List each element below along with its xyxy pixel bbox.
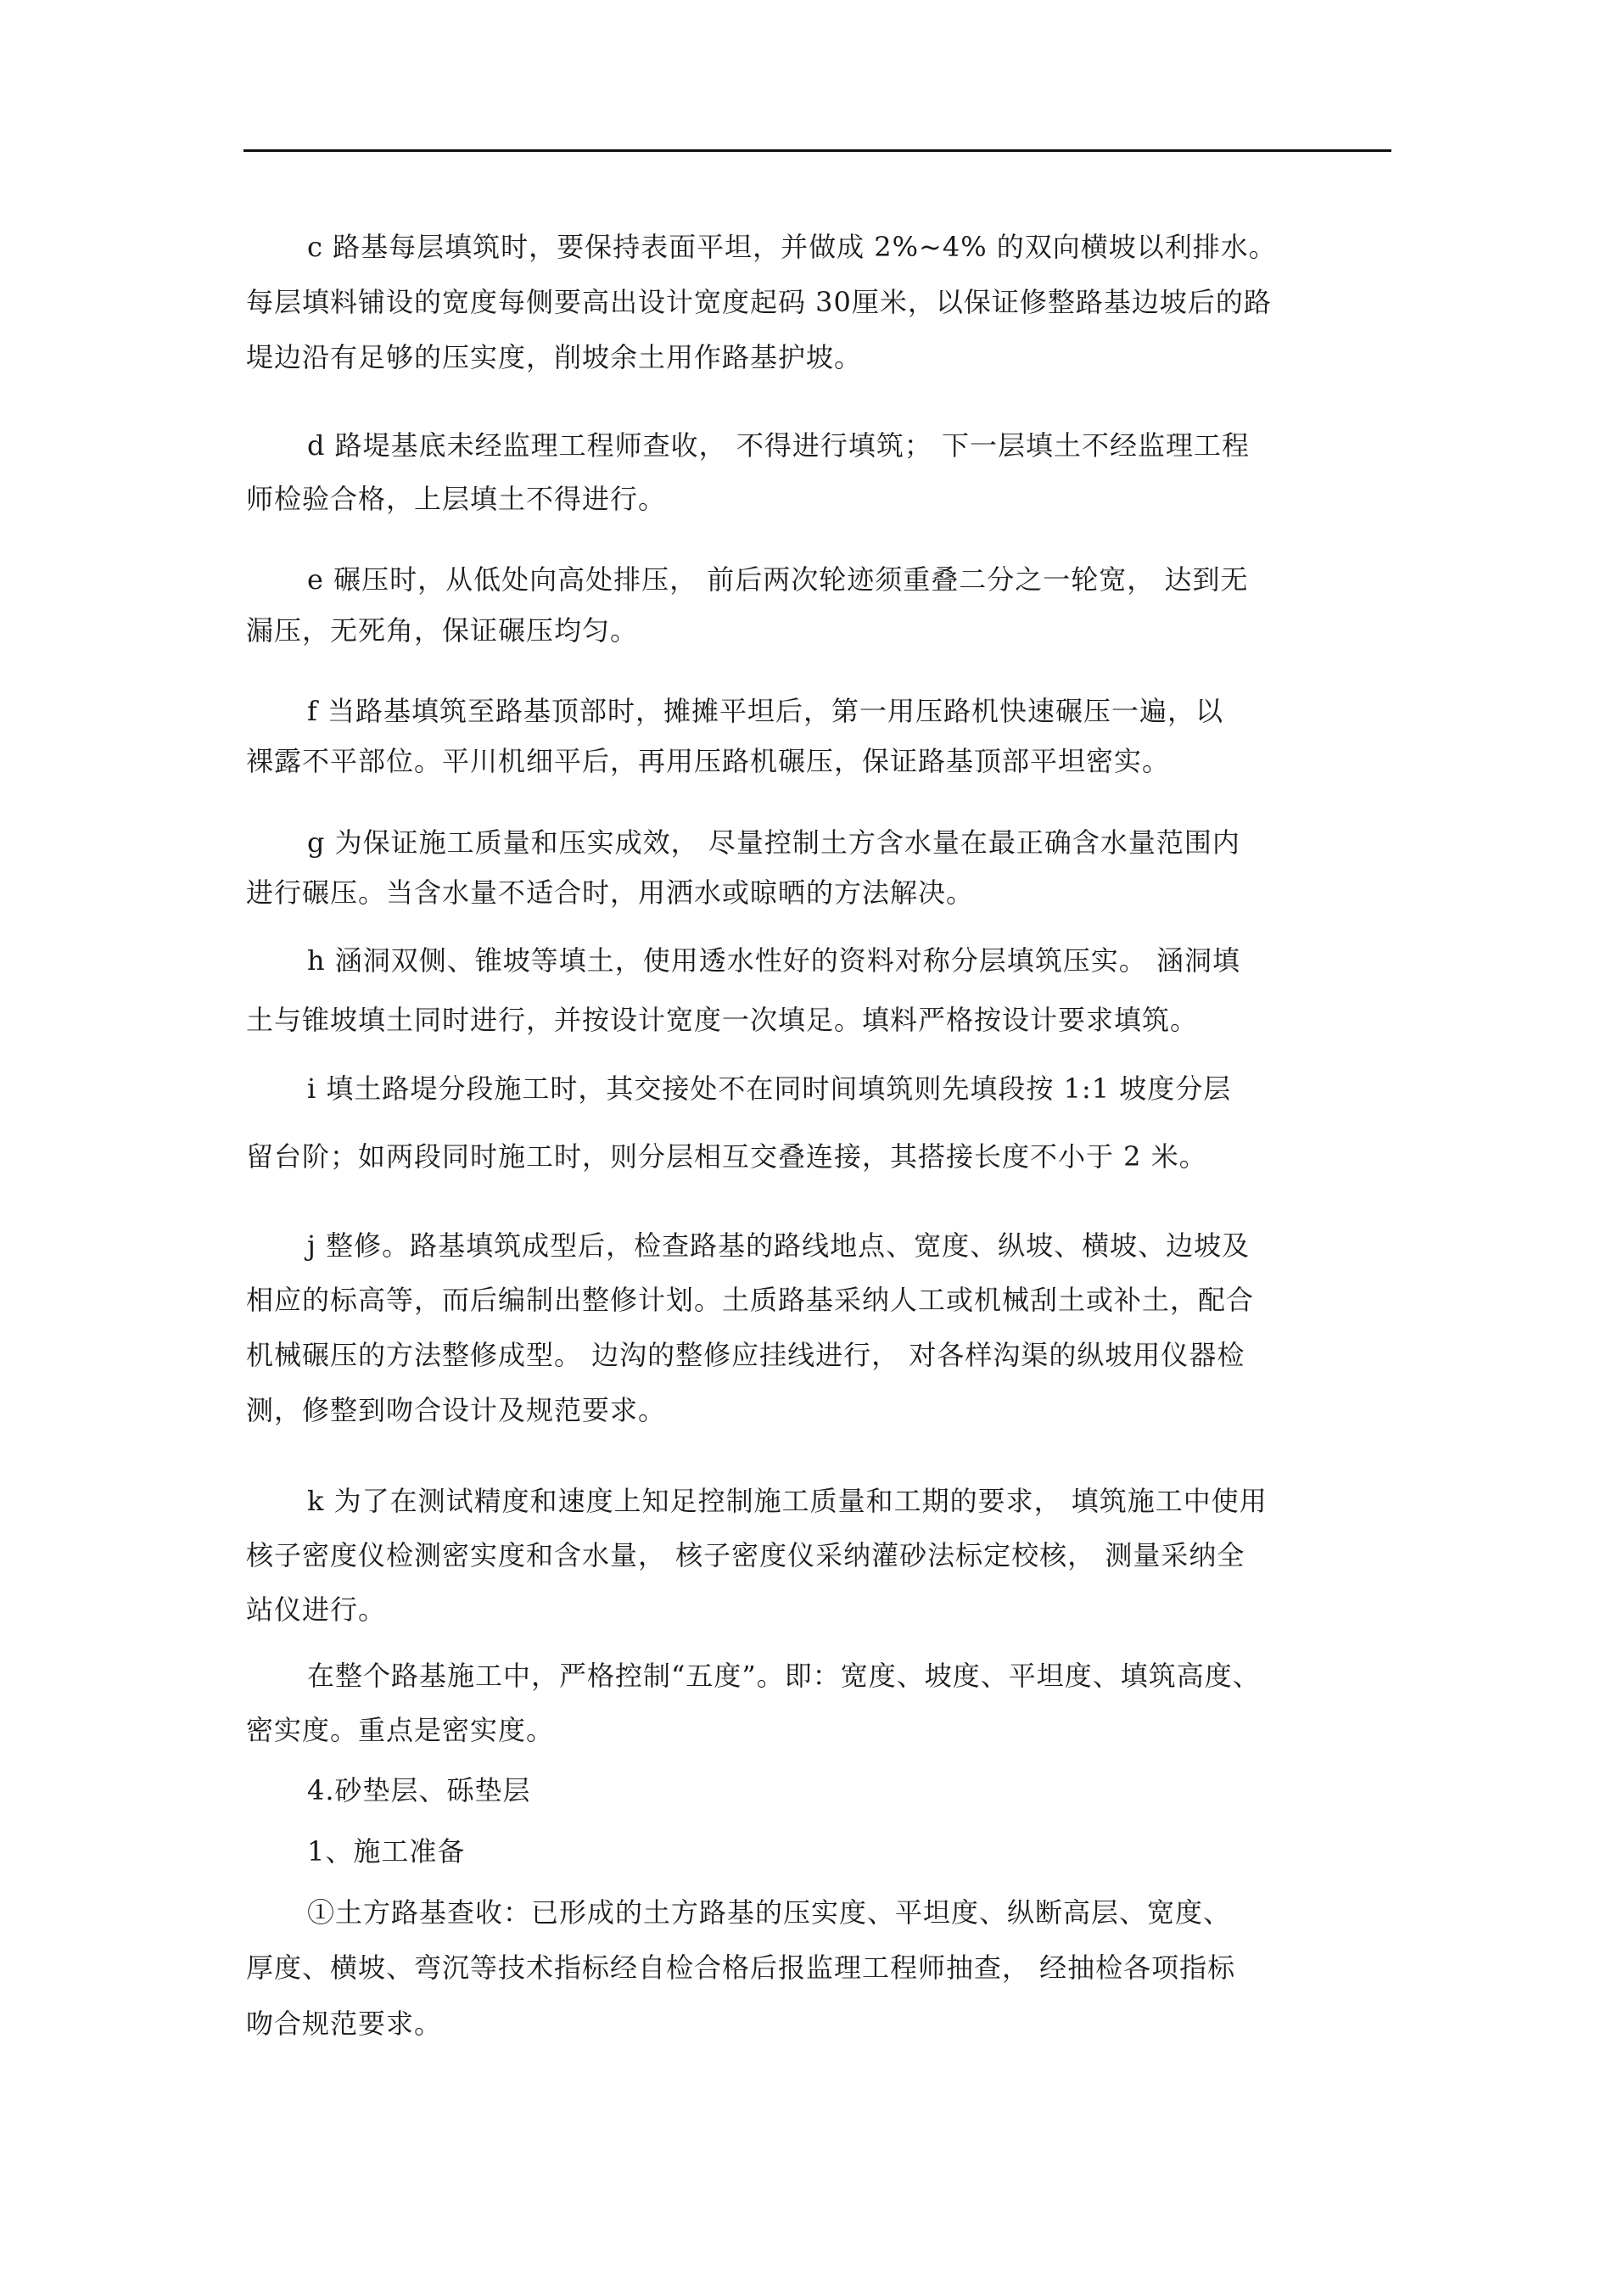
paragraph-g-line-1: g 为保证施工质量和压实成效， 尽量控制土方含水量在最正确含水量范围内 bbox=[307, 826, 1240, 859]
paragraph-k-line-2: 核子密度仪检测密实度和含水量， 核子密度仪采纳灌砂法标定校核， 测量采纳全 bbox=[246, 1539, 1245, 1571]
paragraph-f-line-1: f 当路基填筑至路基顶部时，摊摊平坦后，第一用压路机快速碾压一遍，以 bbox=[307, 695, 1224, 727]
paragraph-d-line-1: d 路堤基底未经监理工程师查收， 不得进行填筑； 下一层填土不经监理工程 bbox=[307, 429, 1251, 462]
paragraph-j-line-1: j 整修。路基填筑成型后，检查路基的路线地点、宽度、纵坡、横坡、边坡及 bbox=[307, 1229, 1251, 1262]
paragraph-i-line-2: 留台阶；如两段同时施工时，则分层相互交叠连接，其搭接长度不小于 2 米。 bbox=[246, 1140, 1207, 1173]
paragraph-f-line-2: 裸露不平部位。平川机细平后，再用压路机碾压，保证路基顶部平坦密实。 bbox=[246, 745, 1171, 777]
paragraph-d-line-2: 师检验合格，上层填土不得进行。 bbox=[246, 483, 667, 515]
paragraph-e-line-2: 漏压，无死角，保证碾压均匀。 bbox=[246, 614, 639, 647]
paragraph-j-line-3: 机械碾压的方法整修成型。 边沟的整修应挂线进行， 对各样沟渠的纵坡用仪器检 bbox=[246, 1339, 1245, 1371]
section-heading-4: 4.砂垫层、砾垫层 bbox=[307, 1774, 531, 1806]
summary-line-1: 在整个路基施工中，严格控制“五度”。即：宽度、坡度、平坦度、填筑高度、 bbox=[307, 1660, 1261, 1692]
paragraph-h-line-2: 土与锥坡填土同时进行，并按设计宽度一次填足。填料严格按设计要求填筑。 bbox=[246, 1004, 1199, 1036]
paragraph-c-line-3: 堤边沿有足够的压实度，削坡余土用作路基护坡。 bbox=[246, 341, 863, 373]
item-1-line-2: 厚度、横坡、弯沉等技术指标经自检合格后报监理工程师抽查， 经抽检各项指标 bbox=[246, 1952, 1236, 1984]
paragraph-k-line-1: k 为了在测试精度和速度上知足控制施工质量和工期的要求， 填筑施工中使用 bbox=[307, 1485, 1268, 1517]
paragraph-j-line-4: 测，修整到吻合设计及规范要求。 bbox=[246, 1394, 667, 1426]
subsection-heading-1: 1、施工准备 bbox=[307, 1835, 466, 1868]
paragraph-k-line-3: 站仪进行。 bbox=[246, 1593, 387, 1626]
paragraph-j-line-2: 相应的标高等，而后编制出整修计划。土质路基采纳人工或机械刮土或补土，配合 bbox=[246, 1284, 1255, 1316]
paragraph-i-line-1: i 填土路堤分段施工时，其交接处不在同时间填筑则先填段按 1:1 坡度分层 bbox=[307, 1072, 1232, 1105]
header-rule bbox=[243, 149, 1391, 152]
paragraph-c-line-2: 每层填料铺设的宽度每侧要高出设计宽度起码 30厘米，以保证修整路基边坡后的路 bbox=[246, 286, 1272, 318]
paragraph-c-line-1: c 路基每层填筑时，要保持表面平坦，并做成 2%~4% 的双向横坡以利排水。 bbox=[307, 231, 1277, 263]
paragraph-e-line-1: e 碾压时，从低处向高处排压， 前后两次轮迹须重叠二分之一轮宽， 达到无 bbox=[307, 563, 1249, 596]
summary-line-2: 密实度。重点是密实度。 bbox=[246, 1714, 555, 1746]
paragraph-h-line-1: h 涵洞双侧、锥坡等填土，使用透水性好的资料对称分层填筑压实。 涵洞填 bbox=[307, 944, 1240, 977]
paragraph-g-line-2: 进行碾压。当含水量不适合时，用洒水或晾晒的方法解决。 bbox=[246, 876, 975, 909]
item-1-line-3: 吻合规范要求。 bbox=[246, 2008, 443, 2040]
item-1-line-1: ①土方路基查收：已形成的土方路基的压实度、平坦度、纵断高层、宽度、 bbox=[307, 1896, 1232, 1929]
